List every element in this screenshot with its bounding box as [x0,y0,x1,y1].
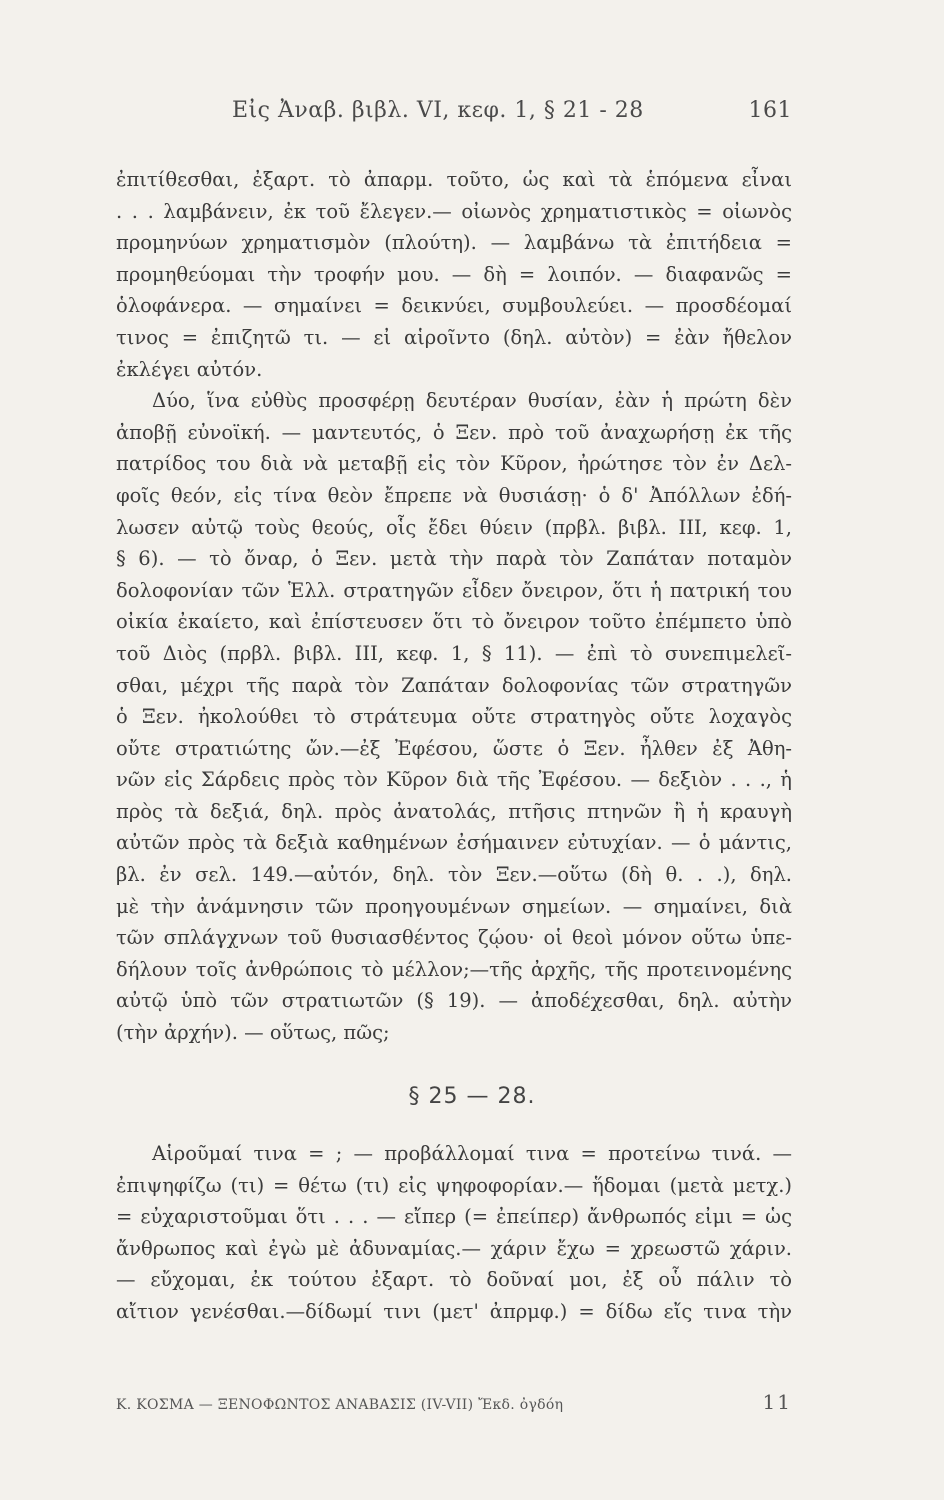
text-line: ἐπιψηφίζω (τι) = θέτω (τι) εἰς ψηφοφορίαν.— ἥδομαι (μετὰ μετχ.) [116,1173,792,1197]
text-line: = εὐχαριστοῦμαι ὅτι . . . — εἴπερ (= ἐπείπερ) ἄνθρωπός εἰμι = ὡς [116,1205,792,1229]
text-line: τινος = ἐπιζητῶ τι. — εἰ αἱροῖντο (δηλ. αὐτὸν) = ἐὰν ἤθελον [116,325,792,349]
text-line: οὔτε στρατιώτης ὤν.—ἐξ Ἐφέσου, ὥστε ὁ Ξεν. ἦλθεν ἐξ Ἀθη- [116,736,792,760]
text-line: προμηνύων χρηματισμὸν (πλούτη). — λαμβάνω τὰ ἐπιτήδεια = [116,231,792,255]
text-line: βλ. ἐν σελ. 149.—αὐτόν, δηλ. τὸν Ξεν.—οὕτω (δὴ θ. . .), δηλ. [116,863,792,887]
text-line: οἰκία ἐκαίετο, καὶ ἐπίστευσεν ὅτι τὸ ὄνειρον τοῦτο ἐπέμπετο ὑπὸ [116,610,792,634]
commentary-text [116,164,792,1049]
section-heading: § 25 — 28. [408,1084,536,1109]
text-line: ὁλοφάνερα. — σημαίνει = δεικνύει, συμβουλεύει. — προσδέομαί [116,294,792,318]
running-header [232,98,792,123]
page-number: 161 [748,98,792,123]
signature-mark: 11 [762,1390,792,1414]
text-line: πατρίδος του διὰ νὰ μεταβῇ εἰς τὸν Κῦρον, ἠρώτησε τὸν ἐν Δελ- [116,452,792,476]
text-line: ἄνθρωπος καὶ ἐγὼ μὲ ἀδυναμίας.— χάριν ἔχω = χρεωστῶ χάριν. [116,1236,792,1260]
text-line: σθαι, μέχρι τῆς παρὰ τὸν Ζαπάταν δολοφονίας τῶν στρατηγῶν [116,673,792,697]
text-line: πρὸς τὰ δεξιά, δηλ. πρὸς ἀνατολάς, πτῆσις πτηνῶν ἢ ἡ κραυγὴ [116,799,792,823]
text-line: τῶν σπλάγχνων τοῦ θυσιασθέντος ζῴου· οἱ θεοὶ μόνον οὕτω ὑπε- [116,926,792,950]
text-line: αὐτῷ ὑπὸ τῶν στρατιωτῶν (§ 19). — ἀποδέχεσθαι, δηλ. αὐτὴν [116,989,792,1013]
text-line: αὐτῶν πρὸς τὰ δεξιὰ καθημένων ἐσήμαινεν εὐτυχίαν. — ὁ μάντις, [116,831,792,855]
text-line: . . . λαμβάνειν, ἐκ τοῦ ἔλεγεν.— οἰωνὸς χρηματιστικὸς = οἰωνὸς [116,199,792,223]
footer-imprint: Κ. ΚΟΣΜΑ — ΞΕΝΟΦΩΝΤΟΣ ΑΝΑΒΑΣΙΣ (IV-VII) Ἔκδ. ὀγδόη [116,1397,564,1413]
text-line: (τὴν ἀρχήν). — οὕτως, πῶς; [116,1021,390,1045]
text-line: φοῖς θεόν, εἰς τίνα θεὸν ἔπρεπε νὰ θυσιάσῃ· ὁ δ' Ἀπόλλων ἐδή- [116,483,792,507]
text-line: § 6). — τὸ ὄναρ, ὁ Ξεν. μετὰ τὴν παρὰ τὸν Ζαπάταν ποταμὸν [116,547,792,571]
text-line: αἴτιον γενέσθαι.—δίδωμί τινι (μετ' ἀπρμφ.) = δίδω εἴς τινα τὴν [116,1299,792,1323]
text-line: ὁ Ξεν. ἠκολούθει τὸ στράτευμα οὔτε στρατηγὸς οὔτε λοχαγὸς [116,705,792,729]
text-line: προμηθεύομαι τὴν τροφήν μου. — δὴ = λοιπόν. — διαφανῶς = [116,262,792,286]
running-title: Εἰς Ἀναβ. βιβλ. VI, κεφ. 1, § 21 - 28 [232,98,644,123]
section-text [116,1138,792,1328]
text-line: μὲ τὴν ἀνάμνησιν τῶν προηγουμένων σημείων. — σημαίνει, διὰ [116,894,792,918]
text-line: ἐπιτίθεσθαι, ἐξαρτ. τὸ ἀπαρμ. τοῦτο, ὡς καὶ τὰ ἑπόμενα εἶναι [116,168,792,191]
text-line: Αἱροῦμαί τινα = ; — προβάλλομαί τινα = προτείνω τινά. — [152,1142,792,1165]
text-line: λωσεν αὐτῷ τοὺς θεούς, οἷς ἔδει θύειν (πρβλ. βιβλ. III, κεφ. 1, [116,515,792,539]
page-footer [116,1390,792,1414]
text-line: ἐκλέγει αὐτόν. [116,357,263,381]
text-line: τοῦ Διὸς (πρβλ. βιβλ. III, κεφ. 1, § 11). — ἐπὶ τὸ συνεπιμελεῖ- [116,641,792,665]
text-line: — εὔχομαι, ἐκ τούτου ἐξαρτ. τὸ δοῦναί μοι, ἐξ οὗ πάλιν τὸ [116,1268,792,1292]
text-line: Δύο, ἵνα εὐθὺς προσφέρῃ δευτέραν θυσίαν, ἐὰν ἡ πρώτη δὲν [152,389,792,413]
text-line: δολοφονίαν τῶν Ἑλλ. στρατηγῶν εἶδεν ὄνειρον, ὅτι ἡ πατρική του [116,578,792,602]
text-line: δήλουν τοῖς ἀνθρώποις τὸ μέλλον;—τῆς ἀρχῆς, τῆς προτεινομένης [116,957,792,981]
text-line: ἀποβῇ εὐνοϊκή. — μαντευτός, ὁ Ξεν. πρὸ τοῦ ἀναχωρήσῃ ἐκ τῆς [116,420,792,444]
text-line: νῶν εἰς Σάρδεις πρὸς τὸν Κῦρον διὰ τῆς Ἐφέσου. — δεξιὸν . . ., ἡ [116,768,792,792]
